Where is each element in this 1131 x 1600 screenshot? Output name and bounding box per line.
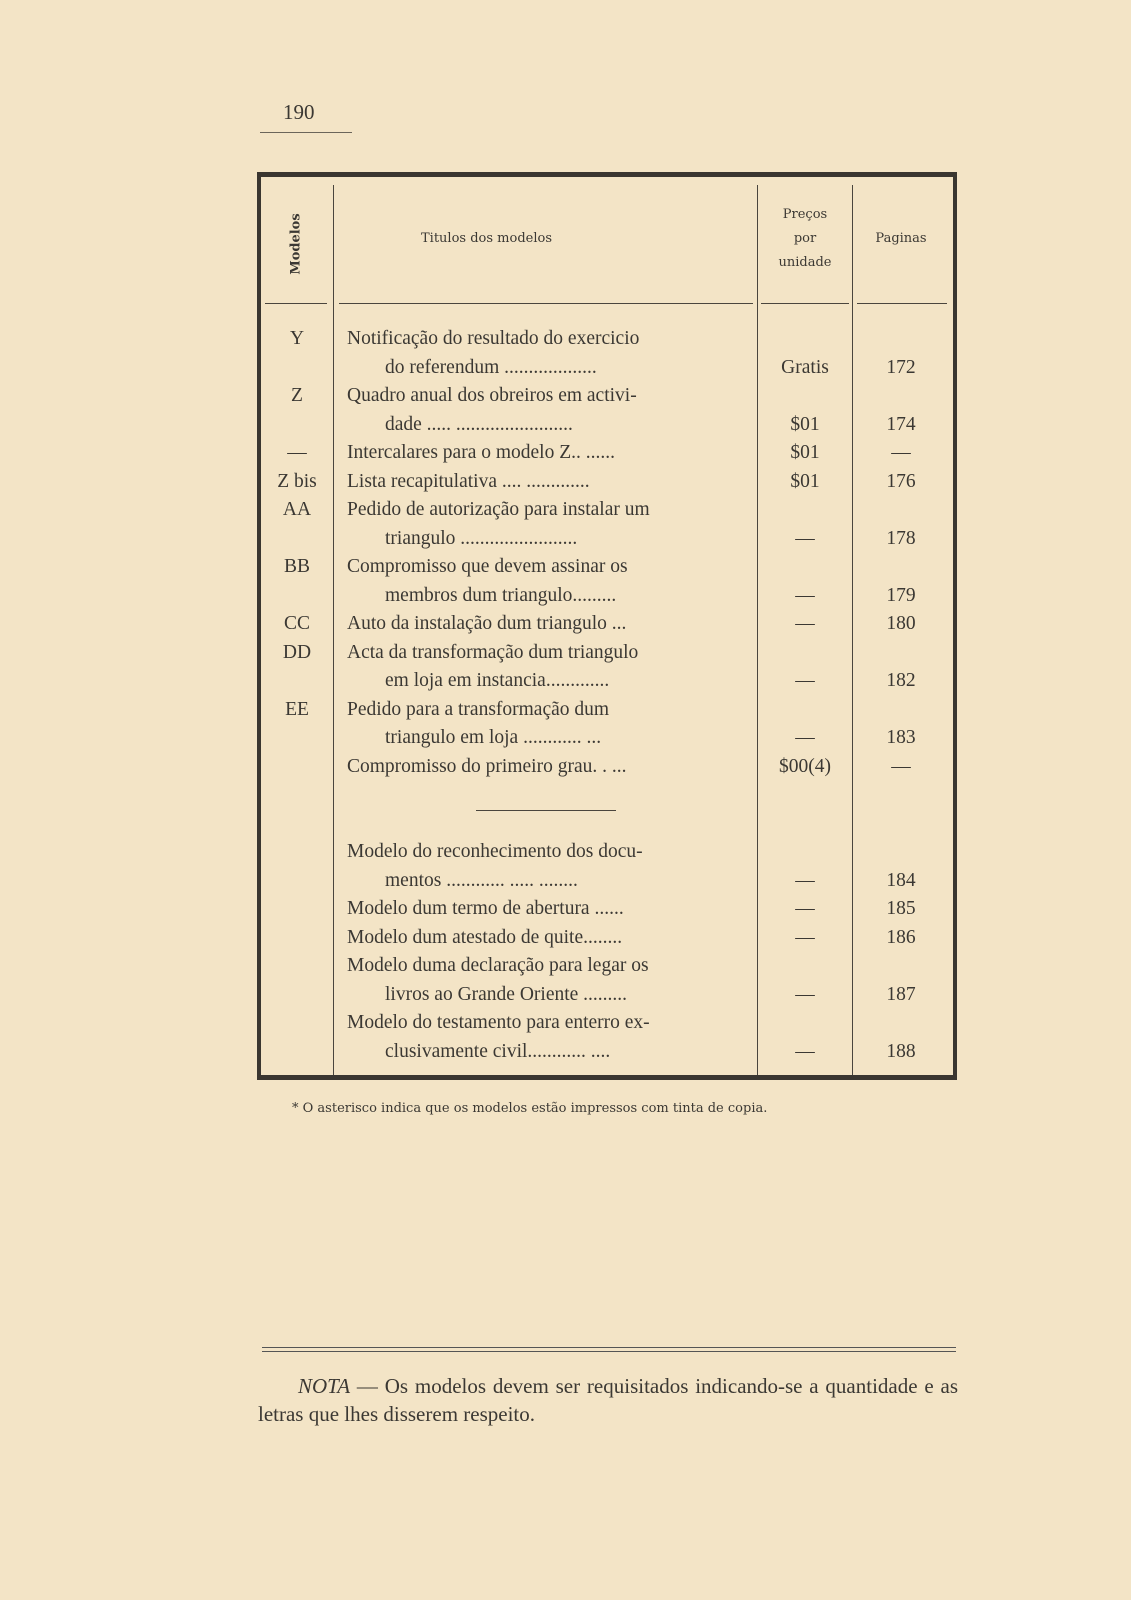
model-price: $01 <box>790 470 820 492</box>
model-title: Compromisso que devem assinar os <box>347 556 628 577</box>
model-price: — <box>795 613 815 634</box>
header-rule <box>761 303 849 304</box>
model-page: 182 <box>886 670 916 691</box>
header-titulos: Titulos dos modelos <box>421 231 552 246</box>
model-title: Auto da instalação dum triangulo ... <box>347 613 627 634</box>
header-modelos-label: Modelos <box>288 213 304 275</box>
header-paginas: Paginas <box>875 231 927 246</box>
model-code <box>261 895 333 924</box>
model-title: Quadro anual dos obreiros em activi- <box>347 385 637 406</box>
model-page: — <box>891 442 911 463</box>
model-title: Lista recapitulativa .... ............. <box>347 470 590 492</box>
model-price: $01 <box>790 442 820 463</box>
model-price: — <box>795 584 815 606</box>
model-code: EE <box>285 698 309 720</box>
header-precos-line: por <box>793 231 817 246</box>
model-page: 187 <box>886 983 916 1005</box>
model-code <box>261 753 333 782</box>
double-rule <box>262 1347 956 1348</box>
model-title: Acta da transformação dum triangulo <box>347 641 639 663</box>
header-rule <box>265 303 327 304</box>
model-page: 172 <box>886 356 916 378</box>
header-modelos <box>261 185 333 303</box>
model-price: — <box>795 727 815 748</box>
model-price: — <box>795 926 815 948</box>
model-price: Gratis <box>781 356 829 378</box>
model-code <box>261 924 333 953</box>
model-code: Z bis <box>277 470 317 492</box>
model-title: Modelo do testamento para enterro ex- <box>347 1012 650 1033</box>
model-code <box>261 838 333 867</box>
model-page: 184 <box>886 869 916 891</box>
model-page: — <box>891 755 911 777</box>
model-code: DD <box>282 641 312 663</box>
model-price: — <box>795 670 815 691</box>
header-rule <box>857 303 947 304</box>
model-price: $00(4) <box>779 755 831 777</box>
model-code: — <box>287 442 307 463</box>
model-title: Compromisso do primeiro grau. . ... <box>347 755 627 777</box>
page-number-rule <box>260 132 352 133</box>
model-code: Y <box>289 328 305 349</box>
model-code: BB <box>283 556 310 577</box>
model-page: 183 <box>886 727 916 748</box>
column-divider <box>852 185 853 1075</box>
model-title: triangulo ........................ <box>385 527 578 549</box>
model-page: 188 <box>886 1040 916 1062</box>
model-title: Pedido de autorização para instalar um <box>347 499 650 520</box>
page-number: 190 <box>283 100 315 124</box>
model-title: em loja em instancia............. <box>385 670 610 691</box>
model-title: Notificação do resultado do exercicio <box>347 328 640 349</box>
model-price: — <box>795 898 815 919</box>
nota-paragraph <box>258 1372 958 1428</box>
model-code: Z <box>291 385 303 406</box>
model-title: livros ao Grande Oriente ......... <box>385 983 628 1005</box>
model-code: AA <box>282 499 312 520</box>
model-page: 176 <box>886 470 916 492</box>
footnote: * O asterisco indica que os modelos estão impressos com tinta de copia. <box>292 1101 768 1116</box>
model-title: Modelo duma declaração para legar os <box>347 955 649 976</box>
model-page: 185 <box>886 898 916 919</box>
section-separator <box>476 810 616 811</box>
model-title: Modelo do reconhecimento dos docu- <box>347 841 643 862</box>
nota-text: — Os modelos devem ser requisitados indicando-se a quantidade e as letras que lhes disserem respeito. <box>258 1374 958 1426</box>
model-title: Pedido para a transformação dum <box>347 698 610 720</box>
model-title: clusivamente civil............ .... <box>385 1040 611 1062</box>
header-rule <box>339 303 753 304</box>
model-price: $01 <box>790 413 820 435</box>
model-code <box>261 952 333 981</box>
model-page: 180 <box>886 613 916 634</box>
model-title: do referendum ................... <box>385 356 597 378</box>
column-divider <box>333 185 334 1075</box>
model-code: CC <box>283 613 310 634</box>
model-page: 186 <box>886 926 916 948</box>
model-price: — <box>795 1040 815 1062</box>
model-price: — <box>795 983 815 1005</box>
model-title: triangulo em loja ............ ... <box>385 727 602 748</box>
model-page: 174 <box>886 413 916 435</box>
double-rule <box>262 1351 956 1352</box>
model-title: membros dum triangulo......... <box>385 584 617 606</box>
header-precos <box>758 203 852 275</box>
model-code <box>261 1009 333 1038</box>
model-price: — <box>795 869 815 891</box>
models-table <box>257 172 957 1080</box>
model-title: mentos ............ ..... ........ <box>385 869 578 891</box>
model-title: Modelo dum termo de abertura ...... <box>347 898 624 919</box>
model-price: — <box>795 527 815 549</box>
nota-label: NOTA <box>298 1374 351 1398</box>
header-precos-line: Preços <box>782 207 828 222</box>
model-title: dade ..... ........................ <box>385 413 573 435</box>
model-title: Intercalares para o modelo Z.. ...... <box>347 442 616 463</box>
model-page: 178 <box>886 527 916 549</box>
model-title: Modelo dum atestado de quite........ <box>347 926 623 948</box>
header-precos-line: unidade <box>778 255 832 270</box>
model-page: 179 <box>886 584 916 606</box>
